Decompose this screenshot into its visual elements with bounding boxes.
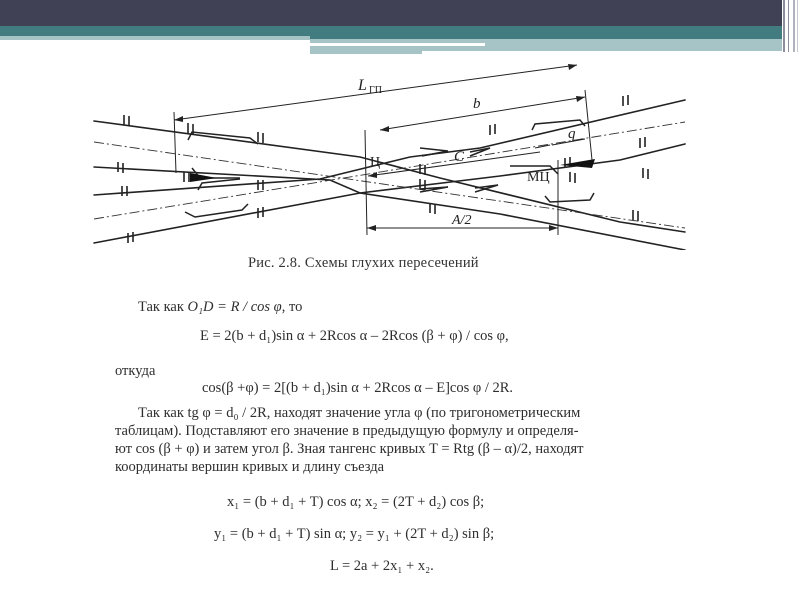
rail-joint — [258, 180, 263, 190]
formula-cos: cos(β +φ) = 2[(b + d₁)sin α + 2Rcos α – E]cos φ / 2R. — [202, 380, 514, 396]
header-accent-block-lower — [310, 47, 422, 54]
paragraph-3-line-3: ют cos (β + φ) и затем угол β. Зная тангенс кривых T = Rtg (β – α)/2, находят — [115, 441, 584, 457]
figure-caption: Рис. 2.8. Схемы глухих пересечений — [248, 255, 479, 271]
label-q: q — [568, 126, 576, 142]
rail-joint — [122, 186, 127, 196]
dimension-line-vert — [365, 130, 367, 235]
rail-joint — [643, 168, 648, 179]
label-c: C — [454, 149, 465, 165]
formula-e: E = 2(b + d₁)sin α + 2Rcos α – 2Rcos (β + φ) / cos φ, — [200, 328, 509, 344]
arrow-head — [367, 225, 376, 231]
rail-joint — [258, 132, 263, 143]
label-mts: МЦ — [527, 170, 550, 185]
label-lgp-sub: ГП — [369, 85, 383, 96]
formula-x: x₁ = (b + d₁ + T) cos α; x₂ = (2T + d₂) cos β; — [227, 494, 485, 510]
formula-l: L = 2a + 2x₁ + x₂. — [330, 558, 434, 574]
header-stripe — [783, 0, 785, 52]
track-rail — [94, 100, 685, 195]
rail-joint — [118, 162, 123, 173]
rail-joint — [490, 124, 495, 135]
label-b: b — [473, 96, 481, 112]
header-stripe — [797, 0, 798, 52]
paragraph-3-line-4: координаты вершин кривых и длину съезда — [115, 459, 385, 475]
arrow-head — [576, 96, 585, 102]
header-band-dark — [0, 0, 782, 26]
rail-joint — [633, 210, 638, 221]
header-accent-line — [310, 43, 485, 46]
crossing-diagram — [80, 60, 700, 250]
arrow-head — [380, 126, 389, 132]
rail-joint — [184, 172, 189, 182]
dimension-line-q — [535, 139, 585, 148]
paragraph-3-line-2: таблицам). Подставляют его значение в предыдущую формулу и определя- — [115, 423, 579, 439]
track-rail — [94, 167, 685, 250]
paragraph-1-suffix: , то — [281, 299, 303, 315]
arrow-head — [368, 172, 377, 178]
rail-joint — [640, 137, 645, 148]
label-lgp: L — [358, 77, 367, 94]
label-ts: Ц — [370, 155, 381, 170]
center-line — [94, 122, 685, 219]
rail-joint — [128, 232, 133, 243]
arrow-head — [174, 116, 183, 122]
formula-y: y₁ = (b + d₁ + T) sin α; y₂ = y₁ + (2T + d₂) sin β; — [214, 526, 495, 542]
rail-joint — [124, 115, 129, 126]
paragraph-1-prefix: Так как — [138, 299, 188, 315]
center-line — [94, 142, 685, 228]
paragraph-2: откуда — [115, 363, 156, 379]
label-a-half: A/2 — [452, 213, 472, 228]
arrow-head — [549, 225, 558, 231]
arrow-head — [568, 64, 577, 70]
rail-joint — [570, 172, 575, 183]
paragraph-1 — [138, 298, 302, 316]
rail-joint — [623, 95, 628, 106]
paragraph-3-line-1: Так как tg φ = d₀ / 2R, находят значение угла φ (по тригонометрическим — [138, 405, 581, 421]
paragraph-1-formula: O₁D = R / cos φ — [187, 299, 282, 315]
header-stripe — [793, 0, 795, 52]
header-stripe — [788, 0, 789, 52]
header-band-light — [0, 36, 310, 40]
guard-rail — [545, 193, 594, 202]
